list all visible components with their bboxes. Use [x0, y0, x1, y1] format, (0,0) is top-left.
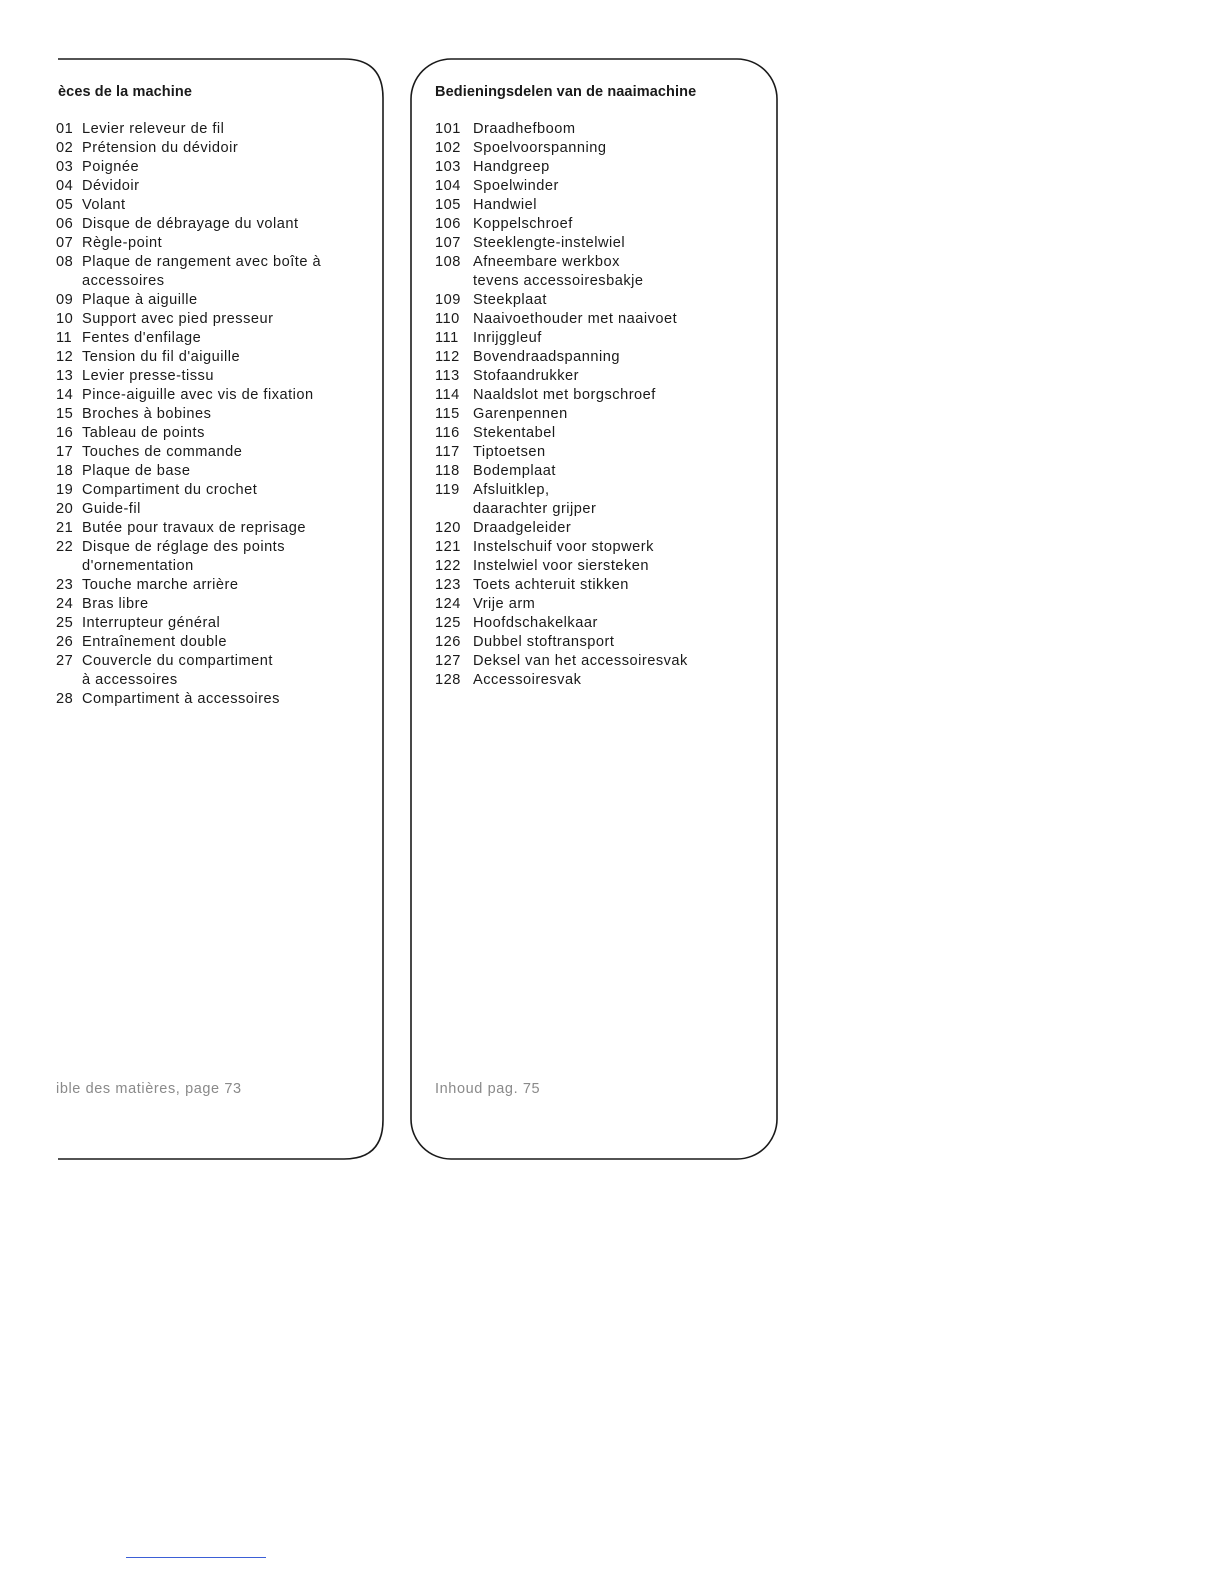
left-list-item: [56, 614, 321, 633]
right-item-number: 122: [435, 558, 461, 574]
right-list-item: [435, 310, 688, 329]
left-item-label: Dévidoir: [82, 178, 140, 194]
right-footer-page-reference: Inhoud pag. 75: [435, 1081, 541, 1097]
left-list-item: [56, 310, 321, 329]
left-item-label: Disque de réglage des points d'ornementation: [82, 539, 286, 574]
left-panel: [0, 58, 384, 1160]
right-panel-title: Bedieningsdelen van de naaimachine: [435, 84, 697, 100]
left-item-label: Interrupteur général: [82, 615, 221, 631]
right-list-item: [435, 424, 688, 443]
right-item-label: Steeklengte-instelwiel: [473, 235, 626, 251]
right-item-number: 106: [435, 216, 461, 232]
right-item-label: Afneembare werkbox tevens accessoiresbakje: [473, 254, 644, 289]
left-item-number: 13: [56, 368, 74, 384]
right-item-number: 104: [435, 178, 461, 194]
left-item-label: Levier releveur de fil: [82, 121, 225, 137]
left-item-number: 12: [56, 349, 74, 365]
right-item-label: Deksel van het accessoiresvak: [473, 653, 688, 669]
left-list-item: [56, 291, 321, 310]
right-item-number: 114: [435, 387, 460, 403]
right-item-number: 123: [435, 577, 461, 593]
left-item-number: 14: [56, 387, 74, 403]
right-item-label: Naaldslot met borgschroef: [473, 387, 656, 403]
right-list-item: [435, 614, 688, 633]
right-item-number: 107: [435, 235, 461, 251]
left-list-item: [56, 443, 321, 462]
right-item-number: 112: [435, 349, 460, 365]
right-item-label: Vrije arm: [473, 596, 536, 612]
left-list-item: [56, 595, 321, 614]
left-item-number: 03: [56, 159, 74, 175]
right-item-label: Afsluitklep, daarachter grijper: [473, 482, 597, 517]
left-item-number: 10: [56, 311, 74, 327]
right-item-number: 101: [435, 121, 461, 137]
right-item-number: 103: [435, 159, 461, 175]
left-item-number: 27: [56, 653, 74, 669]
right-item-label: Tiptoetsen: [473, 444, 546, 460]
right-item-label: Spoelvoorspanning: [473, 140, 607, 156]
left-item-number: 25: [56, 615, 74, 631]
right-list-item: [435, 234, 688, 253]
right-item-number: 105: [435, 197, 461, 213]
right-item-number: 109: [435, 292, 461, 308]
left-list-item: [56, 519, 321, 538]
right-item-label: Draadhefboom: [473, 121, 576, 137]
left-item-label: Fentes d'enfilage: [82, 330, 202, 346]
right-list-item: [435, 481, 688, 519]
left-item-number: 11: [56, 330, 73, 346]
right-item-number: 115: [435, 406, 460, 422]
right-item-label: Steekplaat: [473, 292, 547, 308]
right-item-number: 120: [435, 520, 461, 536]
left-item-label: Poignée: [82, 159, 140, 175]
right-item-label: Bodemplaat: [473, 463, 556, 479]
left-item-number: 22: [56, 539, 74, 555]
left-item-label: Guide-fil: [82, 501, 141, 517]
left-list-item: [56, 405, 321, 424]
left-list-item: [56, 576, 321, 595]
left-list-item: [56, 196, 321, 215]
right-panel: [410, 58, 778, 1160]
right-item-number: 127: [435, 653, 461, 669]
left-item-label: Plaque de rangement avec boîte à accessoires: [82, 254, 322, 289]
left-list-item: [56, 348, 321, 367]
left-item-number: 28: [56, 691, 74, 707]
right-item-number: 125: [435, 615, 461, 631]
left-item-number: 20: [56, 501, 74, 517]
right-list-item: [435, 253, 688, 291]
bottom-link-underline[interactable]: [126, 1557, 266, 1558]
left-item-number: 04: [56, 178, 74, 194]
right-list-item: [435, 538, 688, 557]
left-item-number: 06: [56, 216, 74, 232]
left-item-label: Pince-aiguille avec vis de fixation: [82, 387, 314, 403]
left-item-number: 17: [56, 444, 74, 460]
left-item-label: Bras libre: [82, 596, 149, 612]
left-list-item: [56, 462, 321, 481]
right-list-item: [435, 291, 688, 310]
right-list-item: [435, 595, 688, 614]
left-item-number: 05: [56, 197, 74, 213]
left-item-label: Broches à bobines: [82, 406, 212, 422]
left-item-label: Couvercle du compartiment à accessoires: [82, 653, 273, 688]
left-item-label: Disque de débrayage du volant: [82, 216, 299, 232]
left-list-item: [56, 215, 321, 234]
left-list-item: [56, 367, 321, 386]
right-item-label: Dubbel stoftransport: [473, 634, 615, 650]
right-item-label: Instelschuif voor stopwerk: [473, 539, 654, 555]
right-list-item: [435, 652, 688, 671]
left-list-item: [56, 177, 321, 196]
right-item-number: 124: [435, 596, 461, 612]
left-item-label: Levier presse-tissu: [82, 368, 214, 384]
right-item-number: 116: [435, 425, 460, 441]
right-item-label: Hoofdschakelkaar: [473, 615, 598, 631]
left-item-label: Règle-point: [82, 235, 163, 251]
left-item-number: 08: [56, 254, 74, 270]
left-item-label: Tension du fil d'aiguille: [82, 349, 241, 365]
right-list-item: [435, 462, 688, 481]
left-item-label: Plaque à aiguille: [82, 292, 198, 308]
right-item-label: Naaivoethouder met naaivoet: [473, 311, 678, 327]
left-item-number: 18: [56, 463, 74, 479]
right-item-label: Stekentabel: [473, 425, 556, 441]
right-item-label: Stofaandrukker: [473, 368, 579, 384]
left-list-item: [56, 690, 321, 709]
right-item-label: Handgreep: [473, 159, 550, 175]
left-list-item: [56, 500, 321, 519]
left-item-label: Tableau de points: [82, 425, 205, 441]
right-item-label: Bovendraadspanning: [473, 349, 620, 365]
left-item-label: Touches de commande: [82, 444, 243, 460]
right-list-item: [435, 443, 688, 462]
left-list-item: [56, 633, 321, 652]
right-item-number: 108: [435, 254, 461, 270]
left-list-item: [56, 234, 321, 253]
right-item-number: 117: [435, 444, 460, 460]
right-item-label: Handwiel: [473, 197, 538, 213]
right-list-item: [435, 367, 688, 386]
left-list-item: [56, 424, 321, 443]
right-item-number: 113: [435, 368, 460, 384]
right-item-number: 110: [435, 311, 460, 327]
right-list-item: [435, 386, 688, 405]
left-item-label: Compartiment du crochet: [82, 482, 258, 498]
left-item-label: Volant: [82, 197, 126, 213]
left-item-number: 16: [56, 425, 74, 441]
right-item-label: Toets achteruit stikken: [473, 577, 629, 593]
right-item-number: 102: [435, 140, 461, 156]
left-item-number: 07: [56, 235, 74, 251]
right-item-number: 119: [435, 482, 460, 498]
left-parts-list: [56, 120, 321, 709]
right-item-number: 128: [435, 672, 461, 688]
right-item-label: Spoelwinder: [473, 178, 559, 194]
right-list-item: [435, 215, 688, 234]
left-item-number: 15: [56, 406, 74, 422]
left-item-number: 01: [56, 121, 74, 137]
right-list-item: [435, 120, 688, 139]
right-item-number: 118: [435, 463, 460, 479]
right-list-item: [435, 405, 688, 424]
right-list-item: [435, 633, 688, 652]
left-item-label: Prétension du dévidoir: [82, 140, 239, 156]
left-panel-title: èces de la machine: [58, 84, 192, 100]
right-item-number: 126: [435, 634, 461, 650]
right-list-item: [435, 196, 688, 215]
left-list-item: [56, 120, 321, 139]
right-item-label: Accessoiresvak: [473, 672, 582, 688]
left-item-number: 23: [56, 577, 74, 593]
right-list-item: [435, 576, 688, 595]
left-item-number: 19: [56, 482, 74, 498]
right-list-item: [435, 329, 688, 348]
left-list-item: [56, 538, 321, 576]
left-list-item: [56, 652, 321, 690]
right-list-item: [435, 177, 688, 196]
right-item-label: Garenpennen: [473, 406, 568, 422]
right-list-item: [435, 158, 688, 177]
left-item-label: Touche marche arrière: [82, 577, 239, 593]
left-item-label: Plaque de base: [82, 463, 191, 479]
left-item-number: 24: [56, 596, 74, 612]
left-list-item: [56, 386, 321, 405]
right-item-label: Instelwiel voor siersteken: [473, 558, 650, 574]
left-item-label: Compartiment à accessoires: [82, 691, 280, 707]
left-item-label: Butée pour travaux de reprisage: [82, 520, 306, 536]
right-item-label: Inrijggleuf: [473, 330, 542, 346]
left-footer-page-reference: ible des matières, page 73: [56, 1081, 242, 1097]
left-item-number: 09: [56, 292, 74, 308]
right-list-item: [435, 519, 688, 538]
right-item-number: 111: [435, 330, 459, 346]
right-list-item: [435, 139, 688, 158]
left-list-item: [56, 329, 321, 348]
right-item-label: Draadgeleider: [473, 520, 572, 536]
left-list-item: [56, 158, 321, 177]
left-item-label: Entraînement double: [82, 634, 227, 650]
left-item-label: Support avec pied presseur: [82, 311, 274, 327]
left-list-item: [56, 139, 321, 158]
left-item-number: 26: [56, 634, 74, 650]
right-item-number: 121: [435, 539, 461, 555]
right-list-item: [435, 348, 688, 367]
left-item-number: 02: [56, 140, 74, 156]
left-list-item: [56, 253, 321, 291]
right-item-label: Koppelschroef: [473, 216, 573, 232]
left-list-item: [56, 481, 321, 500]
right-list-item: [435, 671, 688, 690]
right-parts-list: [435, 120, 688, 690]
left-item-number: 21: [56, 520, 74, 536]
right-list-item: [435, 557, 688, 576]
